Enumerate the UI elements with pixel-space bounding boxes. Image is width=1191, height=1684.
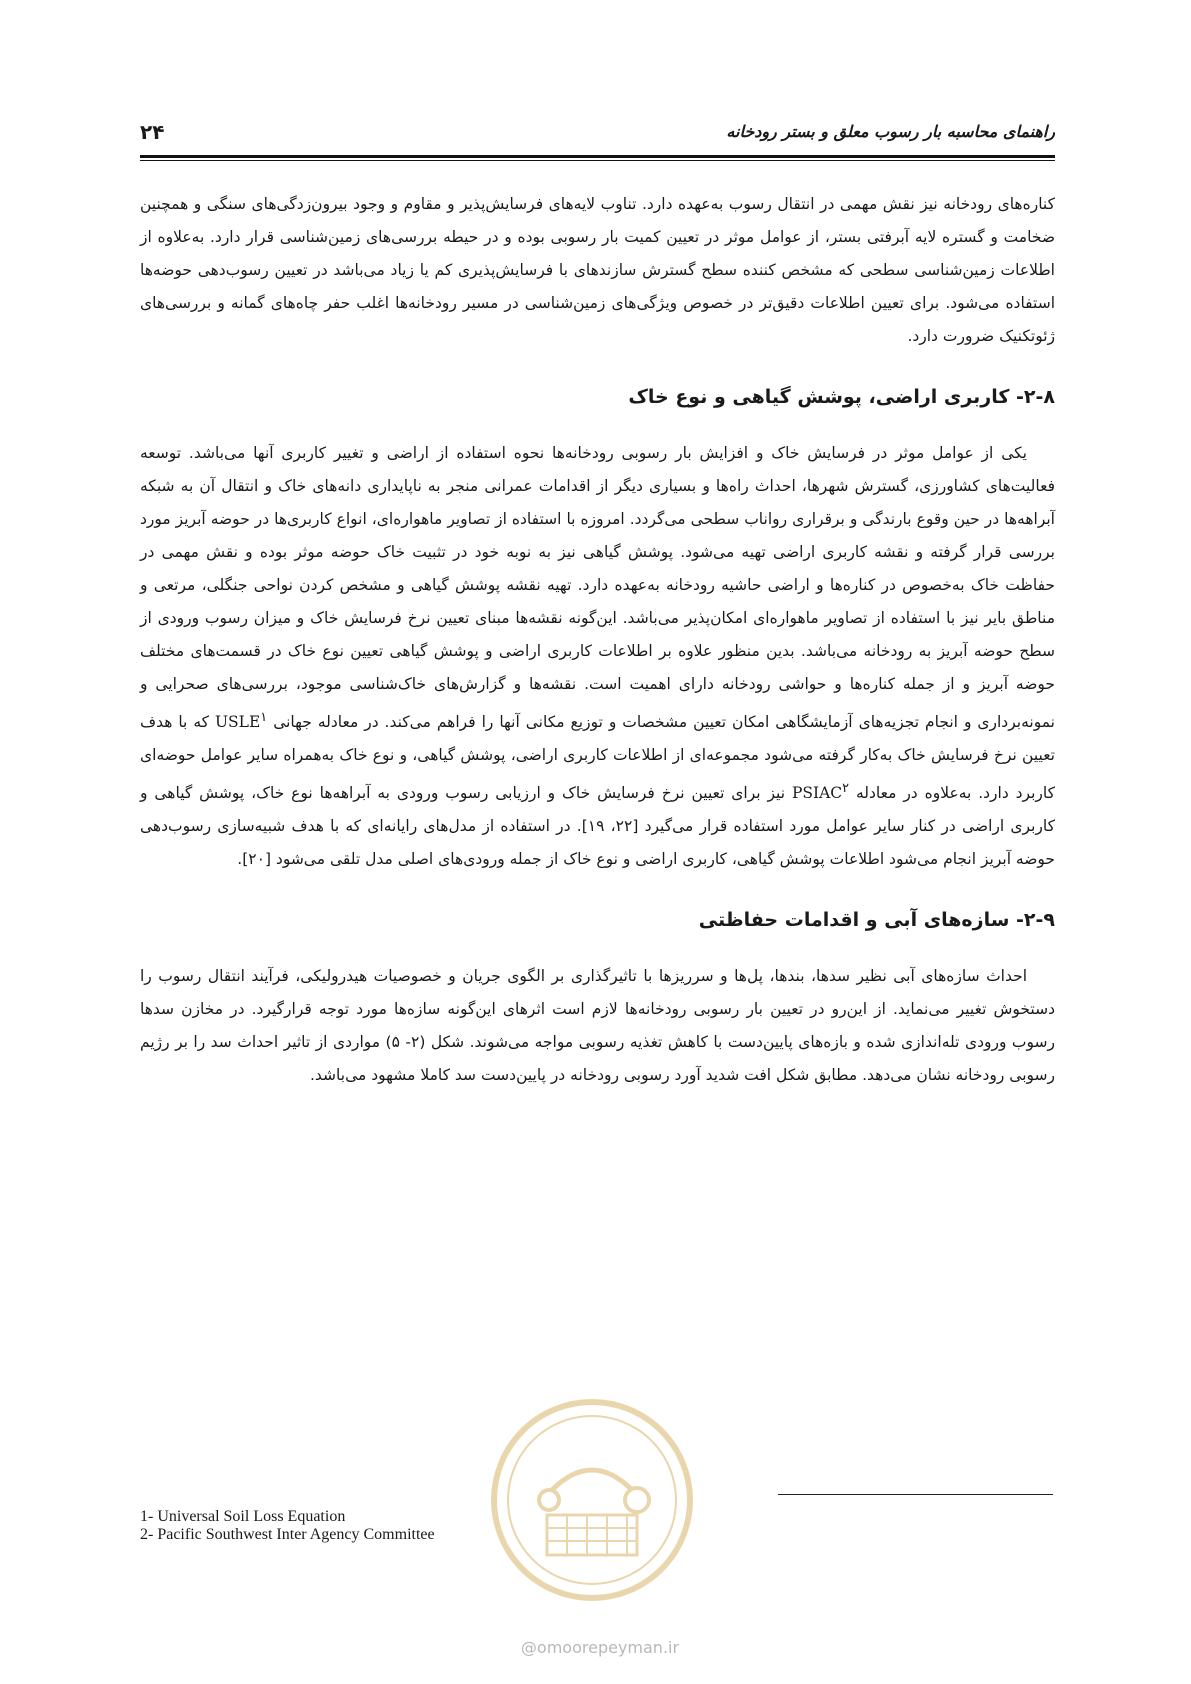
section-9-paragraph: احداث سازه‌های آبی نظیر سدها، بندها، پل‌ها و سرریزها با تاثیرگذاری بر الگوی جریان و خصوصیات هیدرولیکی، فرآیند انتقال رسوب را دستخوش تغییر می‌نماید. از این‌رو در تعیین بار رسوبی رودخانه‌ها لازم است اثرهای این‌گونه سازه‌ها مورد توجه قرارگیرد. در مخازن سدها رسوب ورودی تله‌اندازی شده و بازه‌های پایین‌دست با کاهش تغذیه رسوبی مواجه می‌شوند. شکل (۲- ۵) مواردی از تاثیر احداث سد را بر رژیم رسوبی رودخانه نشان می‌دهد. مطابق شکل افت شدید آورد رسوبی رودخانه در پایین‌دست سد کاملا مشهود می‌باشد. xyxy=(140,967,1055,1085)
usle-term: USLE xyxy=(214,713,261,732)
footnote-ref-2: ۲ xyxy=(842,781,850,797)
section-8-text-2: که با هدف تعیین نرخ فرسایش خاک به‌کار گرفته می‌شود مجموعه‌ای از اطلاعات کاربری اراضی، پوشش گیاهی، و نوع خاک به‌همراه سایر عوامل حوضه‌ای کاربرد دارد. به‌علاوه در معادله xyxy=(140,713,1055,803)
page-number: ۲۴ xyxy=(140,120,165,144)
footnote-1: 1- Universal Soil Loss Equation xyxy=(140,1508,346,1525)
page-header xyxy=(140,120,1055,150)
running-title: راهنمای محاسبه بار رسوب معلق و بستر رودخانه xyxy=(726,122,1055,141)
section-9-heading: ۲-۹- سازه‌های آبی و اقدامات حفاظتی xyxy=(698,909,1055,932)
section-8-text-1: یکی از عوامل موثر در فرسایش خاک و افزایش بار رسوبی رودخانه‌ها نحوه استفاده از اراضی و تغییر کاربری آنها می‌باشد. توسعه فعالیت‌های کشاورزی، گسترش شهرها، احداث راه‌ها و بسیاری دیگر از اقدامات عمرانی منجر به ناپایداری دانه‌های خاک و انتقال آن به شبکه آبراهه‌ها در حین وقوع بارندگی و برقراری رواناب سطحی می‌گردد. امروزه با استفاده از تصاویر ماهواره‌ای، انواع کاربری‌ها در حوضه آبریز مورد بررسی قرار گرفته و نقشه کاربری اراضی تهیه می‌شود. پوشش گیاهی نیز به نوبه خود در تثبیت خاک حوضه موثر بوده و نقش مهمی در حفاظت خاک به‌خصوص در کناره‌ها و اراضی حاشیه رودخانه به‌عهده دارد. تهیه نقشه پوشش گیاهی و مشخص کردن نواحی جنگلی، مرتعی و مناطق بایر نیز با استفاده از تصاویر ماهواره‌ای امکان‌پذیر می‌باشد. این‌گونه نقشه‌ها مبنای تعیین نرخ فرسایش خاک و میزان رسوب ورودی از سطح حوضه آبریز به رودخانه می‌باشد. بدین منظور علاوه بر اطلاعات کاربری اراضی و پوشش گیاهی تعیین نوع خاک در قسمت‌های مختلف حوضه آبریز و از جمله کناره‌ها و حواشی رودخانه دارای اهمیت است. نقشه‌ها و گزارش‌های خاک‌شناسی موجود، بررسی‌های صحرایی و نمونه‌برداری و انجام تجزیه‌های آزمایشگاهی امکان تعیین مشخصات و توزیع مکانی آنها را فراهم می‌کند. در معادله جهانی xyxy=(140,444,1055,732)
intro-paragraph: کناره‌های رودخانه نیز نقش مهمی در انتقال رسوب به‌عهده دارد. تناوب لایه‌های فرسایش‌پذیر و مقاوم و وجود بیرون‌زدگی‌های سنگی و همچنین ضخامت و گستره لایه آبرفتی بستر، از عوامل موثر در تعیین کمیت بار رسوبی بوده و در حیطه بررسی‌های زمین‌شناسی قرار دارد. به‌علاوه از اطلاعات زمین‌شناسی سطحی که مشخص کننده سطح گسترش سازندهای با فرسایش‌پذیری کم یا زیاد می‌باشد در تعیین رسوب‌دهی حوضه‌ها استفاده می‌شود. برای تعیین اطلاعات دقیق‌تر در خصوص ویژگی‌های زمین‌شناسی در مسیر رودخانه‌ها اغلب حفر چاه‌های گمانه و بررسی‌های ژئوتکنیک ضرورت دارد. xyxy=(140,195,1055,345)
page-body xyxy=(140,188,1055,1092)
section-8-text-3: نیز برای تعیین نرخ فرسایش خاک و ارزیابی رسوب ورودی به آبراهه‌ها نوع خاک، پوشش گیاهی و کاربری اراضی در کنار سایر عوامل مورد استفاده قرار می‌گیرد [۲۲، ۱۹]. در استفاده از مدل‌های رایانه‌ای که با هدف شبیه‌سازی رسوب‌دهی حوضه آبریز انجام می‌شود اطلاعات پوشش گیاهی، کاربری اراضی و نوع خاک از جمله ورودی‌های اصلی مدل تلقی می‌شود [۲۰]. xyxy=(140,784,1056,869)
psiac-term: PSIAC xyxy=(791,784,843,803)
section-8-paragraph xyxy=(140,437,1055,876)
footnote-ref-1: ۱ xyxy=(260,710,268,725)
footnote-rule xyxy=(778,1494,1053,1495)
section-8-heading: ۲-۸- کاربری اراضی، پوشش گیاهی و نوع خاک xyxy=(628,386,1055,408)
watermark-url: @omoorepeyman.ir xyxy=(520,1638,680,1657)
footnote-2: 2- Pacific Southwest Inter Agency Committee xyxy=(140,1526,435,1543)
watermark-seal-icon xyxy=(487,1395,697,1605)
header-rule xyxy=(140,155,1055,161)
